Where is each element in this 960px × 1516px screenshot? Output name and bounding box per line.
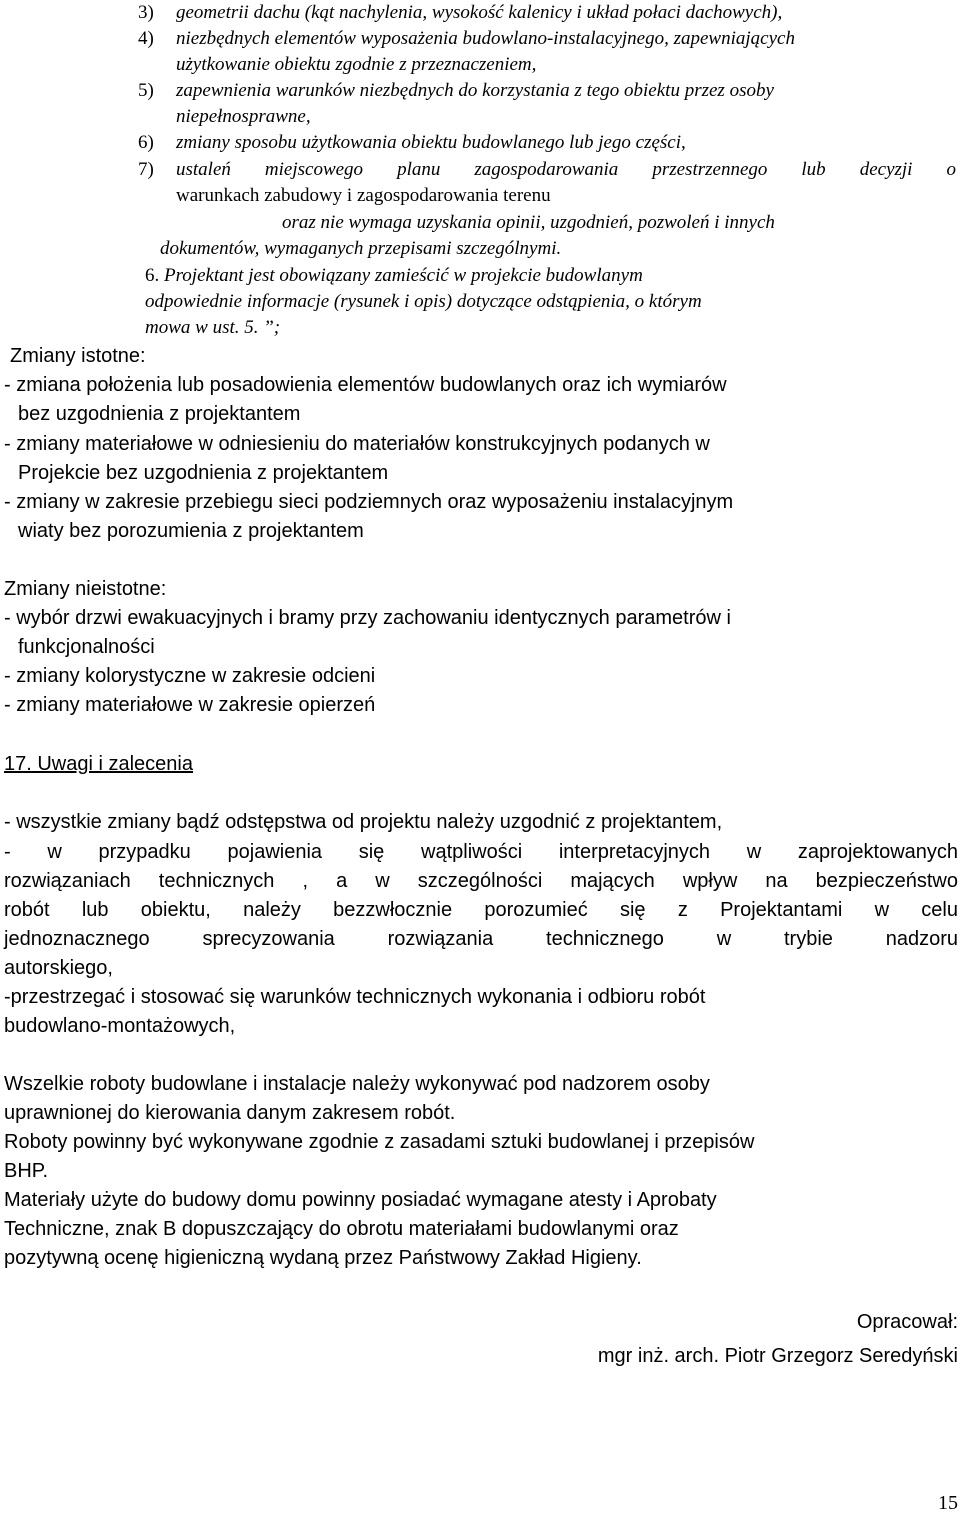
section17-line: budowlano-montażowych, xyxy=(4,1015,236,1037)
list-item-3 xyxy=(138,0,783,26)
section-title-zmiany-nieistotne: Zmiany nieistotne: xyxy=(4,578,167,600)
list-text: zapewnienia warunków niezbędnych do korzystania z tego obiektu przez osoby xyxy=(176,80,774,101)
section17-para2-line: Materiały użyte do budowy domu powinny posiadać wymagane atesty i Aprobaty xyxy=(4,1189,717,1211)
list-item-4 xyxy=(138,26,795,52)
point-6-line-3: mowa w ust. 5. ”; xyxy=(145,317,281,338)
point-6-line-2: odpowiednie informacje (rysunek i opis) dotyczące odstąpienia, o którym xyxy=(145,291,702,312)
list-number: 5) xyxy=(138,80,154,101)
signature-name: mgr inż. arch. Piotr Grzegorz Seredyński xyxy=(597,1345,958,1367)
zmiany-istotne-line: wiaty bez porozumienia z projektantem xyxy=(18,520,364,542)
list-item-7-text: ustaleń miejscowego planu zagospodarowania przestrzennego lub decyzji o xyxy=(176,159,956,180)
list-item-6 xyxy=(138,130,686,156)
section17-para2-line: Roboty powinny być wykonywane zgodnie z zasadami sztuki budowlanej i przepisów xyxy=(4,1131,755,1153)
section17-para2-line: Wszelkie roboty budowlane i instalacje należy wykonywać pod nadzorem osoby xyxy=(4,1073,710,1095)
list-item-5-cont: niepełnosprawne, xyxy=(176,106,311,127)
section17-para2-line: pozytywną ocenę higieniczną wydaną przez Państwowy Zakład Higieny. xyxy=(4,1247,642,1269)
list-text: niezbędnych elementów wyposażenia budowlano-instalacyjnego, zapewniających xyxy=(176,28,795,49)
list-item-7-cont: warunkach zabudowy i zagospodarowania terenu xyxy=(176,185,551,206)
section17-para2-line: Techniczne, znak B dopuszczający do obrotu materiałami budowlanymi oraz xyxy=(4,1218,679,1240)
zmiany-istotne-line: - zmiany materiałowe w odniesieniu do materiałów konstrukcyjnych podanych w xyxy=(4,433,710,455)
list-number: 7) xyxy=(138,159,154,180)
section17-para2-line: uprawnionej do kierowania danym zakresem robót. xyxy=(4,1102,456,1124)
list-item-5 xyxy=(138,78,774,104)
list-number: 3) xyxy=(138,2,154,23)
section-heading: 17. Uwagi i zalecenia xyxy=(4,753,193,775)
zmiany-nieistotne-line: - zmiany materiałowe w zakresie opierzeń xyxy=(4,694,376,716)
section17-line: rozwiązaniach technicznych , a w szczególności mających wpływ na bezpieczeństwo xyxy=(4,870,958,892)
point-text: Projektant jest obowiązany zamieścić w projekcie budowlanym xyxy=(164,265,643,286)
zmiany-istotne-line: bez uzgodnienia z projektantem xyxy=(18,403,301,425)
list-number: 4) xyxy=(138,28,154,49)
section17-line: robót lub obiektu, należy bezzwłocznie porozumieć się z Projektantami w celu xyxy=(4,899,958,921)
section17-line: - wszystkie zmiany bądź odstępstwa od projektu należy uzgodnić z projektantem, xyxy=(4,811,723,833)
zmiany-nieistotne-line: funkcjonalności xyxy=(18,636,155,658)
list-text: geometrii dachu (kąt nachylenia, wysokość kalenicy i układ połaci dachowych), xyxy=(176,2,783,23)
section17-line: - w przypadku pojawienia się wątpliwości interpretacyjnych w zaprojektowanych xyxy=(4,841,958,863)
list-number: 6) xyxy=(138,132,154,153)
zmiany-istotne-line: - zmiana położenia lub posadowienia elementów budowlanych oraz ich wymiarów xyxy=(4,374,727,396)
point-6 xyxy=(145,263,643,289)
section17-line: -przestrzegać i stosować się warunków technicznych wykonania i odbioru robót xyxy=(4,986,706,1008)
zmiany-istotne-line: Projekcie bez uzgodnienia z projektantem xyxy=(18,462,389,484)
section17-line: jednoznacznego sprecyzowania rozwiązania technicznego w trybie nadzoru xyxy=(4,928,958,950)
section17-line: autorskiego, xyxy=(4,957,113,979)
zmiany-nieistotne-line: - zmiany kolorystyczne w zakresie odcieni xyxy=(4,665,376,687)
para-tail-line-1: oraz nie wymaga uzyskania opinii, uzgodnień, pozwoleń i innych xyxy=(282,212,775,233)
zmiany-istotne-line: - zmiany w zakresie przebiegu sieci podziemnych oraz wyposażeniu instalacyjnym xyxy=(4,491,734,513)
list-item-4-cont: użytkowanie obiektu zgodnie z przeznaczeniem, xyxy=(176,54,537,75)
list-item-7 xyxy=(138,157,154,183)
section-title-zmiany-istotne: Zmiany istotne: xyxy=(10,345,146,367)
para-tail-line-2: dokumentów, wymaganych przepisami szczególnymi. xyxy=(160,238,562,259)
point-number: 6. xyxy=(145,265,160,286)
zmiany-nieistotne-line: - wybór drzwi ewakuacyjnych i bramy przy zachowaniu identycznych parametrów i xyxy=(4,607,731,629)
list-text: zmiany sposobu użytkowania obiektu budowlanego lub jego części, xyxy=(176,132,686,153)
signature-label: Opracował: xyxy=(856,1311,958,1333)
page-number: 15 xyxy=(938,1492,958,1514)
section17-para2-line: BHP. xyxy=(4,1160,49,1182)
